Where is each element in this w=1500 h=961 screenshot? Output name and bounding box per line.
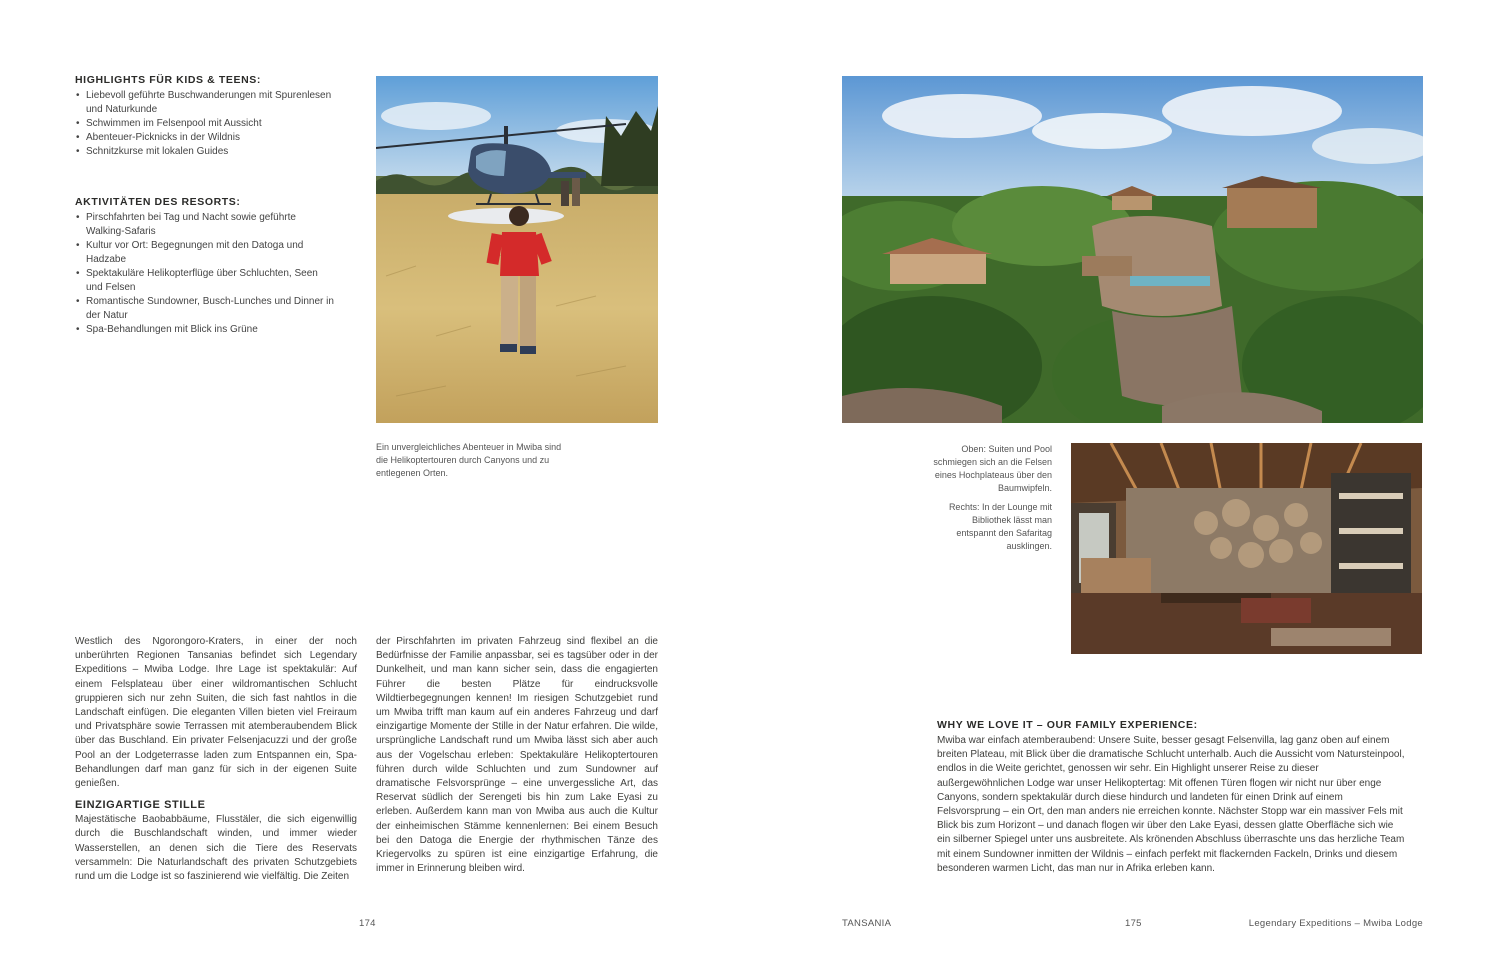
list-item: • Romantische Sundowner, Busch-Lunches und Dinner in der Natur [75,295,337,323]
running-head-right: Legendary Expeditions – Mwiba Lodge [1248,918,1423,929]
page-number-left: 174 [359,918,376,929]
caption-top: Oben: Suiten und Pool schmiegen sich an die Felsen eines Hochplateaus über den Baumwipfeln. [933,444,1052,493]
intro-paragraph: Westlich des Ngorongoro-Kraters, in einer der noch unberührten Regionen Tansanias befindet sich Legendary Expeditions – Mwiba Lodge. Ihre Lage ist spektakulär: Auf einem Felsplateau über einer wildromantischen Schlucht gruppieren sich nur zehn Suiten, die sich fast nahtlos in die Landschaft einfügen. Die eleganten Villen bieten viel Freiraum und Privatsphäre sowie Terrassen mit atemberaubendem Blick über das Buschland. Ein privater Felsenjacuzzi und der große Pool an der Lodgeterrasse laden zum Entspannen ein, Spa-Behandlungen darf man ganz für sich in der eigenen Suite genießen. [75,636,357,790]
text-column-one [75,635,357,884]
photo-captions [930,443,1052,553]
highlights-box [75,74,337,159]
running-head-left: TANSANIA [842,918,892,929]
helicopter-photo [376,76,658,423]
text-column-two [376,635,658,876]
why-we-love-it-box [937,719,1407,876]
list-item: • Kultur vor Ort: Begegnungen mit den Datoga und Hadzabe [75,239,337,267]
section-heading: EINZIGARTIGE STILLE [75,799,206,812]
highlights-heading: HIGHLIGHTS FÜR KIDS & TEENS: [75,74,261,86]
lounge-photo [1071,443,1422,654]
stille-paragraph: Majestätische Baobabbäume, Flusstäler, die sich eigenwillig durch die Buschlandschaft winden, und immer wieder Wasserstellen, an denen sich die Tiere des Reservats versammeln: Die Naturlandschaft des privaten Schutzgebiets rund um die Lodge ist so faszinierend wie vielfältig. Die Zeiten [75,814,357,883]
activities-box [75,196,337,337]
highlights-list [75,89,337,159]
lodge-photo [842,76,1423,423]
why-paragraph: Mwiba war einfach atemberaubend: Unsere Suite, besser gesagt Felsenvilla, lag ganz oben auf einem breiten Plateau, mit Blick über die dramatische Schlucht unterhalb. Auch die Aussicht vom Natursteinpool, endlos in die Weite gerichtet, genossen wir sehr. Ein Highlight unserer Reise zu dieser außergewöhnlichen Lodge war unser Helikoptertag: Mit offenen Türen flogen wir nicht nur über enge Canyons, sondern spektakulär durch diese hindurch und landeten für einen Drink auf einem Felsvorsprung – ein Ort, den man anders nie erreichen konnte. Nächster Stopp war ein massiver Fels mit Blick bis zum Horizont – und danach flogen wir über den Lake Eyasi, dessen glatte Oberfläche sich wie ein silberner Spiegel unter uns ausbreitete. Als krönenden Abschluss überraschte uns das herzliche Team mit einem Sundowner inmitten der Wildnis – einfach perfekt mit flackernden Fackeln, Drinks und diesem besonderen warmen Licht, das man nur in Afrika erleben kann. [937,735,1405,874]
list-item: • Spektakuläre Helikopterflüge über Schluchten, Seen und Felsen [75,267,337,295]
list-item: • Schwimmen im Felsenpool mit Aussicht [75,117,337,131]
list-item: • Abenteuer-Picknicks in der Wildnis [75,131,337,145]
list-item: • Spa-Behandlungen mit Blick ins Grüne [75,323,337,337]
why-heading: WHY WE LOVE IT – OUR FAMILY EXPERIENCE: [937,719,1198,731]
page-number-right: 175 [1125,918,1142,929]
caption-right: Rechts: In der Lounge mit Bibliothek lässt man entspannt den Safaritag ausklingen. [948,502,1052,551]
list-item: • Pirschfahrten bei Tag und Nacht sowie geführte Walking-Safaris [75,211,337,239]
helicopter-caption-box [376,441,566,480]
list-item: • Schnitzkurse mit lokalen Guides [75,145,337,159]
activities-list [75,211,337,337]
activities-heading: AKTIVITÄTEN DES RESORTS: [75,196,241,208]
column-two-paragraph: der Pirschfahrten im privaten Fahrzeug sind flexibel an die Bedürfnisse der Familie anpassbar, sei es tagsüber oder in der Dunkelheit, und man kann sicher sein, dass die engagierten Führer die besten Plätze für eindrucksvolle Wildtierbegegnungen kennen! Im riesigen Schutzgebiet rund um Mwiba trifft man kaum auf ein anderes Fahrzeug und darf einzigartige Momente der Stille in der Natur erfahren. Die wilde, ursprüngliche Landschaft rund um Mwiba lässt sich aber auch aus der Vogelschau erleben: Spektakuläre Helikoptertouren führen durch wilde Schluchten und zum Sundowner auf dramatische Felsvorsprünge – eine unvergessliche Art, das Reservat südlich der Serengeti bis hin zum Lake Eyasi zu erleben. Außerdem kann man von Mwiba aus auch die Kultur der einheimischen Stämme kennenlernen: Bei einem Besuch bei den Datoga die Energie der rhythmischen Tänze des Kriegervolks zu spüren ist eine einzigartige Erfahrung, die immer in Erinnerung bleiben wird. [376,636,658,875]
list-item: • Liebevoll geführte Buschwanderungen mit Spurenlesen und Naturkunde [75,89,337,117]
helicopter-caption: Ein unvergleichliches Abenteuer in Mwiba sind die Helikoptertouren durch Canyons und zu entlegenen Orten. [376,442,562,478]
